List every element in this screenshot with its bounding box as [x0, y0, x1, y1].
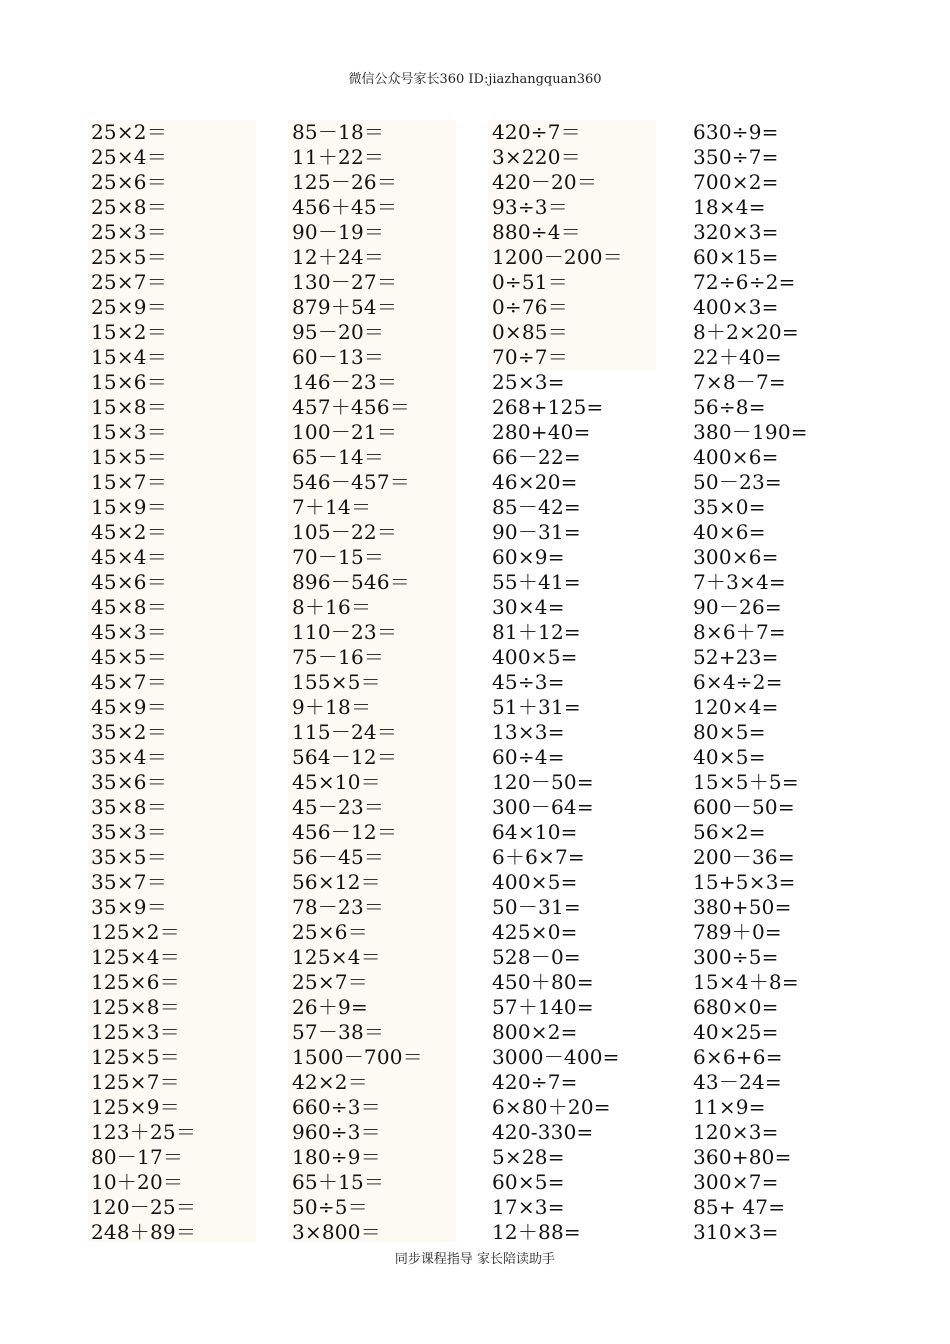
math-problem: 457＋456＝	[292, 395, 410, 419]
math-problem: 7＋3×4=	[693, 570, 786, 594]
math-problem: 95－20＝	[292, 320, 385, 344]
math-problem: 123＋25＝	[91, 1120, 197, 1144]
math-problem: 35×6＝	[91, 770, 167, 794]
math-problem: 125×4＝	[91, 945, 180, 969]
math-problem: 400×5=	[492, 870, 578, 894]
math-problem: 25×4＝	[91, 145, 167, 169]
math-problem: 25×9＝	[91, 295, 167, 319]
math-problem: 425×0=	[492, 920, 578, 944]
problem-column-4	[693, 120, 893, 1245]
math-problem: 1500－700＝	[292, 1045, 423, 1069]
math-problem: 800×2=	[492, 1020, 578, 1044]
math-problem: 25×2＝	[91, 120, 167, 144]
math-problem: 146－23＝	[292, 370, 398, 394]
math-problem: 125×4＝	[292, 945, 381, 969]
math-problem: 10＋20＝	[91, 1170, 184, 1194]
math-problem: 56×12＝	[292, 870, 381, 894]
math-problem: 0×85＝	[492, 320, 568, 344]
math-problem: 120－50=	[492, 770, 594, 794]
math-problem: 125×5＝	[91, 1045, 180, 1069]
math-problem: 15×8＝	[91, 395, 167, 419]
problem-column-3	[492, 120, 692, 1245]
math-problem: 420-330=	[492, 1120, 594, 1144]
math-problem: 85－18＝	[292, 120, 385, 144]
math-problem: 15×5＝	[91, 445, 167, 469]
math-problem: 85+ 47=	[693, 1195, 786, 1219]
math-problem: 12＋88=	[492, 1220, 581, 1244]
math-problem: 45×5＝	[91, 645, 167, 669]
math-problem: 400×6=	[693, 445, 779, 469]
math-problem: 630÷9=	[693, 120, 779, 144]
math-problem: 360+80=	[693, 1145, 792, 1169]
math-problem: 57＋140=	[492, 995, 594, 1019]
math-problem: 15×4＋8=	[693, 970, 799, 994]
math-problem: 45÷3=	[492, 670, 565, 694]
math-problem: 3×800＝	[292, 1220, 381, 1244]
math-problem: 420÷7＝	[492, 120, 581, 144]
math-problem: 50÷5＝	[292, 1195, 368, 1219]
math-problem: 35×4＝	[91, 745, 167, 769]
math-problem: 45－23＝	[292, 795, 385, 819]
math-problem: 180÷9＝	[292, 1145, 381, 1169]
math-problem: 456＋45＝	[292, 195, 398, 219]
problem-column-2	[292, 120, 492, 1245]
math-problem: 60×5=	[492, 1170, 565, 1194]
math-problem: 25×3＝	[91, 220, 167, 244]
math-problem: 40×5=	[693, 745, 766, 769]
math-problem: 35×5＝	[91, 845, 167, 869]
math-problem: 130－27＝	[292, 270, 398, 294]
math-problem: 90－26=	[693, 595, 782, 619]
math-problem: 120－25＝	[91, 1195, 197, 1219]
math-problem: 46×20=	[492, 470, 578, 494]
math-problem: 300×6=	[693, 545, 779, 569]
math-problem: 30×4=	[492, 595, 565, 619]
math-problem: 600－50=	[693, 795, 795, 819]
math-problem: 380－190=	[693, 420, 808, 444]
math-problem: 11＋22＝	[292, 145, 385, 169]
math-problem: 456－12＝	[292, 820, 398, 844]
math-problem: 18×4=	[693, 195, 766, 219]
math-problem: 45×10＝	[292, 770, 381, 794]
math-problem: 660÷3＝	[292, 1095, 381, 1119]
math-problem: 15×7＝	[91, 470, 167, 494]
page-header: 微信公众号家长360 ID:jiazhangquan360	[348, 72, 602, 87]
math-problem: 90－31=	[492, 520, 581, 544]
math-problem: 546－457＝	[292, 470, 410, 494]
math-problem: 45×4＝	[91, 545, 167, 569]
math-problem: 85－42=	[492, 495, 581, 519]
math-problem: 15×6＝	[91, 370, 167, 394]
math-problem: 93÷3＝	[492, 195, 568, 219]
math-problem: 3000－400=	[492, 1045, 620, 1069]
math-problem: 15×2＝	[91, 320, 167, 344]
math-problem: 25×3=	[492, 370, 565, 394]
math-problem: 56÷8=	[693, 395, 766, 419]
math-problem: 40×25=	[693, 1020, 779, 1044]
math-problem: 248＋89＝	[91, 1220, 197, 1244]
math-problem: 35×9＝	[91, 895, 167, 919]
math-problem: 66－22=	[492, 445, 581, 469]
math-problem: 60×15=	[693, 245, 779, 269]
math-problem: 8×6＋7=	[693, 620, 786, 644]
math-problem: 51＋31=	[492, 695, 581, 719]
page-footer: 同步课程指导 家长陪读助手	[394, 1252, 556, 1267]
math-problem: 65＋15＝	[292, 1170, 385, 1194]
math-problem: 0÷76＝	[492, 295, 568, 319]
math-problem: 680×0=	[693, 995, 779, 1019]
math-problem: 15×3＝	[91, 420, 167, 444]
math-problem: 60×9=	[492, 545, 565, 569]
math-problem: 960÷3＝	[292, 1120, 381, 1144]
math-problem: 11×9=	[693, 1095, 766, 1119]
math-problem: 280+40=	[492, 420, 591, 444]
math-problem: 56－45＝	[292, 845, 385, 869]
math-problem: 879＋54＝	[292, 295, 398, 319]
math-problem: 120×4=	[693, 695, 779, 719]
math-problem: 400×3=	[693, 295, 779, 319]
math-problem: 6×6+6=	[693, 1045, 783, 1069]
math-problem: 50－23=	[693, 470, 782, 494]
math-problem: 90－19＝	[292, 220, 385, 244]
math-problem: 75－16＝	[292, 645, 385, 669]
math-problem: 8＋2×20=	[693, 320, 799, 344]
math-problem: 105－22＝	[292, 520, 398, 544]
math-problem: 43－24=	[693, 1070, 782, 1094]
math-problem: 13×3=	[492, 720, 565, 744]
math-problem: 35×2＝	[91, 720, 167, 744]
math-problem: 125×2＝	[91, 920, 180, 944]
math-problem: 25×6＝	[91, 170, 167, 194]
math-problem: 320×3=	[693, 220, 779, 244]
math-problem: 25×7＝	[292, 970, 368, 994]
math-problem: 45×3＝	[91, 620, 167, 644]
math-problem: 100－21＝	[292, 420, 398, 444]
math-problem: 7＋14＝	[292, 495, 372, 519]
math-problem: 125×9＝	[91, 1095, 180, 1119]
math-problem: 125－26＝	[292, 170, 398, 194]
math-problem: 6×80＋20=	[492, 1095, 611, 1119]
math-problem: 420÷7=	[492, 1070, 578, 1094]
math-problem: 420－20＝	[492, 170, 598, 194]
math-problem: 155×5＝	[292, 670, 381, 694]
math-problem: 5×28=	[492, 1145, 565, 1169]
math-problem: 300÷5=	[693, 945, 779, 969]
math-problem: 81＋12=	[492, 620, 581, 644]
math-problem: 9＋18＝	[292, 695, 372, 719]
math-problem: 125×6＝	[91, 970, 180, 994]
math-problem: 50－31=	[492, 895, 581, 919]
math-problem: 25×5＝	[91, 245, 167, 269]
math-problem: 268+125=	[492, 395, 604, 419]
math-problem: 6＋6×7=	[492, 845, 585, 869]
math-problem: 380+50=	[693, 895, 792, 919]
math-problem: 310×3=	[693, 1220, 779, 1244]
math-problem: 55＋41=	[492, 570, 581, 594]
math-problem: 15+5×3=	[693, 870, 796, 894]
math-problem: 564－12＝	[292, 745, 398, 769]
math-problem: 300－64=	[492, 795, 594, 819]
math-problem: 400×5=	[492, 645, 578, 669]
math-problem: 789＋0=	[693, 920, 782, 944]
math-problem: 200－36=	[693, 845, 795, 869]
math-problem: 35×7＝	[91, 870, 167, 894]
math-problem: 125×7＝	[91, 1070, 180, 1094]
math-problem: 22＋40=	[693, 345, 782, 369]
math-problem: 110－23＝	[292, 620, 398, 644]
math-problem: 70－15＝	[292, 545, 385, 569]
math-problem: 42×2＝	[292, 1070, 368, 1094]
math-problem: 12＋24＝	[292, 245, 385, 269]
math-problem: 35×0=	[693, 495, 766, 519]
math-problem: 125×3＝	[91, 1020, 180, 1044]
math-problem: 450＋80=	[492, 970, 594, 994]
math-problem: 60÷4=	[492, 745, 565, 769]
math-problem: 45×9＝	[91, 695, 167, 719]
math-problem: 56×2=	[693, 820, 766, 844]
math-problem: 1200－200＝	[492, 245, 623, 269]
math-problem: 35×8＝	[91, 795, 167, 819]
math-problem: 896－546＝	[292, 570, 410, 594]
math-problem: 64×10=	[492, 820, 578, 844]
math-problem: 17×3=	[492, 1195, 565, 1219]
math-problem: 300×7=	[693, 1170, 779, 1194]
problem-column-1	[91, 120, 291, 1245]
math-problem: 40×6=	[693, 520, 766, 544]
math-problem: 60－13＝	[292, 345, 385, 369]
math-problem: 8＋16＝	[292, 595, 372, 619]
math-problem: 45×2＝	[91, 520, 167, 544]
math-problem: 57－38＝	[292, 1020, 385, 1044]
math-problem: 45×7＝	[91, 670, 167, 694]
math-problem: 6×4÷2=	[693, 670, 783, 694]
math-problem: 78－23＝	[292, 895, 385, 919]
math-problem: 15×9＝	[91, 495, 167, 519]
math-problem: 0÷51＝	[492, 270, 568, 294]
math-problem: 15×5＋5=	[693, 770, 799, 794]
math-problem: 7×8－7=	[693, 370, 786, 394]
math-problem: 52+23=	[693, 645, 779, 669]
math-problem: 700×2=	[693, 170, 779, 194]
math-problem: 26＋9=	[292, 995, 368, 1019]
math-problem: 45×6＝	[91, 570, 167, 594]
math-problem: 115－24＝	[292, 720, 398, 744]
math-problem: 3×220＝	[492, 145, 581, 169]
math-problem: 880÷4＝	[492, 220, 581, 244]
math-problem: 80×5=	[693, 720, 766, 744]
math-problem: 25×6＝	[292, 920, 368, 944]
math-problem: 15×4＝	[91, 345, 167, 369]
math-problem: 45×8＝	[91, 595, 167, 619]
math-problem: 70÷7＝	[492, 345, 568, 369]
math-problem: 125×8＝	[91, 995, 180, 1019]
math-problem: 25×8＝	[91, 195, 167, 219]
math-problem: 72÷6÷2=	[693, 270, 796, 294]
math-problem: 350÷7=	[693, 145, 779, 169]
math-problem: 528－0=	[492, 945, 581, 969]
math-problem: 120×3=	[693, 1120, 779, 1144]
math-problem: 35×3＝	[91, 820, 167, 844]
math-problem: 80－17＝	[91, 1145, 184, 1169]
math-problem: 65－14＝	[292, 445, 385, 469]
math-problem: 25×7＝	[91, 270, 167, 294]
